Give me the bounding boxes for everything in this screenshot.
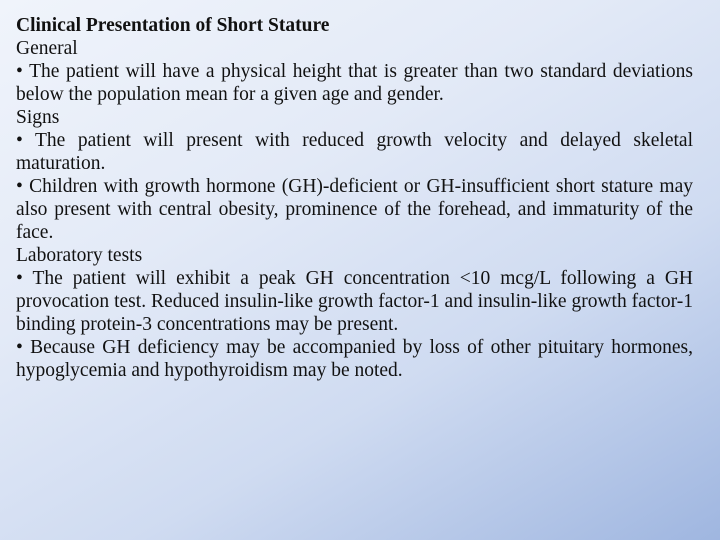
bullet-icon: •	[16, 337, 23, 358]
bullet-text: The patient will present with reduced growth velocity and delayed skeletal maturation.	[16, 130, 693, 174]
bullet-text: The patient will exhibit a peak GH concentration <10 mcg/L following a GH provocation test. Reduced insulin-like growth factor-1 and insulin-like growth factor-1 binding protein-3 concentrations may be present.	[16, 268, 693, 335]
section-heading-general: General	[16, 38, 78, 59]
bullet-item	[16, 175, 693, 244]
bullet-item	[16, 336, 693, 382]
slide-title: Clinical Presentation of Short Stature	[16, 15, 330, 36]
bullet-icon: •	[16, 268, 23, 289]
bullet-text: Because GH deficiency may be accompanied by loss of other pituitary hormones, hypoglycemia and hypothyroidism may be noted.	[16, 337, 693, 381]
bullet-text: Children with growth hormone (GH)-deficient or GH-insufficient short stature may also present with central obesity, prominence of the forehead, and immaturity of the face.	[16, 176, 694, 243]
bullet-item	[16, 267, 693, 336]
bullet-item	[16, 129, 693, 175]
bullet-item	[16, 60, 693, 106]
bullet-icon: •	[16, 176, 23, 197]
section-heading-laboratory-tests: Laboratory tests	[16, 245, 143, 266]
bullet-icon: •	[16, 130, 23, 151]
slide-body	[16, 14, 693, 382]
bullet-icon: •	[16, 61, 23, 82]
bullet-text: The patient will have a physical height that is greater than two standard deviations below the population mean for a given age and gender.	[16, 61, 693, 105]
section-heading-signs: Signs	[16, 107, 60, 128]
